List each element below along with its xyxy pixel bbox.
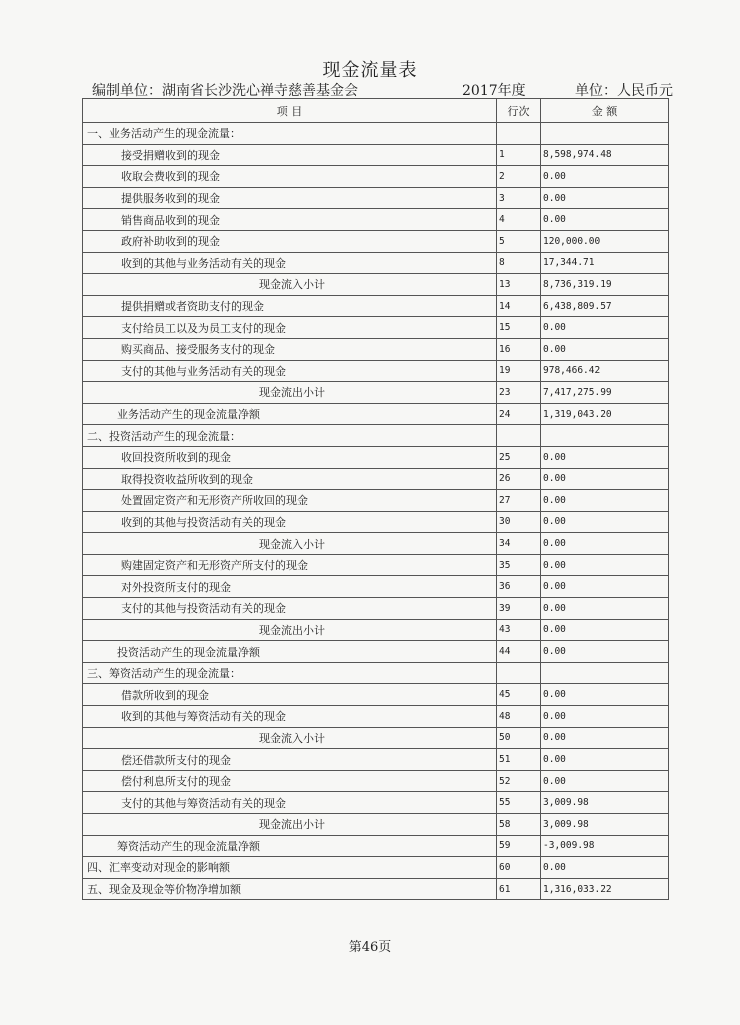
row-item-label: 借款所收到的现金 — [83, 684, 497, 706]
row-line-number — [497, 425, 541, 447]
row-line-number: 45 — [497, 684, 541, 706]
row-item-label: 一、业务活动产生的现金流量： — [83, 123, 497, 145]
row-item-label: 现金流出小计 — [83, 619, 497, 641]
table-row — [83, 209, 669, 231]
page-number: 第46页 — [348, 940, 392, 955]
row-item-label: 提供服务收到的现金 — [83, 187, 497, 209]
row-line-number: 3 — [497, 187, 541, 209]
row-item-label: 现金流出小计 — [83, 382, 497, 404]
row-item-label: 收到的其他与业务活动有关的现金 — [83, 252, 497, 274]
table-row — [83, 770, 669, 792]
row-amount: 0.00 — [541, 641, 669, 663]
table-row — [83, 144, 669, 166]
row-item-label: 销售商品收到的现金 — [83, 209, 497, 231]
row-amount: 0.00 — [541, 684, 669, 706]
header-line: 行次 — [497, 99, 541, 123]
row-amount: 0.00 — [541, 619, 669, 641]
table-row — [83, 468, 669, 490]
row-line-number: 48 — [497, 706, 541, 728]
row-item-label: 五、现金及现金等价物净增加额 — [83, 878, 497, 900]
row-item-label: 偿付利息所支付的现金 — [83, 770, 497, 792]
row-item-label: 支付的其他与筹资活动有关的现金 — [83, 792, 497, 814]
row-amount: 0.00 — [541, 166, 669, 188]
row-item-label: 购建固定资产和无形资产所支付的现金 — [83, 554, 497, 576]
row-amount: 0.00 — [541, 468, 669, 490]
row-item-label: 收到的其他与投资活动有关的现金 — [83, 511, 497, 533]
table-header-row — [83, 99, 669, 123]
table-row — [83, 382, 669, 404]
table-row — [83, 403, 669, 425]
row-line-number: 60 — [497, 857, 541, 879]
row-line-number: 4 — [497, 209, 541, 231]
row-item-label: 偿还借款所支付的现金 — [83, 749, 497, 771]
row-item-label: 对外投资所支付的现金 — [83, 576, 497, 598]
row-amount: 0.00 — [541, 727, 669, 749]
row-line-number: 23 — [497, 382, 541, 404]
row-item-label: 三、筹资活动产生的现金流量： — [83, 662, 497, 684]
reporting-unit: 编制单位：湖南省长沙洗心禅寺慈善基金会 — [92, 83, 358, 99]
row-amount: 0.00 — [541, 857, 669, 879]
table-row — [83, 511, 669, 533]
row-line-number — [497, 662, 541, 684]
table-row — [83, 360, 669, 382]
row-item-label: 投资活动产生的现金流量净额 — [83, 641, 497, 663]
row-amount: 1,316,033.22 — [541, 878, 669, 900]
table-row — [83, 554, 669, 576]
row-line-number: 27 — [497, 490, 541, 512]
document-title: 现金流量表 — [322, 60, 418, 81]
row-line-number: 15 — [497, 317, 541, 339]
row-item-label: 现金流入小计 — [83, 274, 497, 296]
row-item-label: 收取会费收到的现金 — [83, 166, 497, 188]
row-amount: -3,009.98 — [541, 835, 669, 857]
table-row — [83, 641, 669, 663]
table-row — [83, 835, 669, 857]
row-amount: 0.00 — [541, 446, 669, 468]
table-row — [83, 727, 669, 749]
row-item-label: 政府补助收到的现金 — [83, 230, 497, 252]
row-amount: 0.00 — [541, 338, 669, 360]
row-amount: 3,009.98 — [541, 814, 669, 836]
row-line-number — [497, 123, 541, 145]
row-item-label: 筹资活动产生的现金流量净额 — [83, 835, 497, 857]
row-amount: 978,466.42 — [541, 360, 669, 382]
table-row — [83, 576, 669, 598]
table-row — [83, 274, 669, 296]
row-line-number: 25 — [497, 446, 541, 468]
row-line-number: 51 — [497, 749, 541, 771]
row-item-label: 二、投资活动产生的现金流量： — [83, 425, 497, 447]
row-amount: 120,000.00 — [541, 230, 669, 252]
row-amount: 8,736,319.19 — [541, 274, 669, 296]
row-item-label: 支付给员工以及为员工支付的现金 — [83, 317, 497, 339]
row-amount — [541, 123, 669, 145]
row-amount: 0.00 — [541, 209, 669, 231]
table-row — [83, 684, 669, 706]
table-row — [83, 749, 669, 771]
row-line-number: 43 — [497, 619, 541, 641]
table-row — [83, 166, 669, 188]
row-line-number: 24 — [497, 403, 541, 425]
row-line-number: 58 — [497, 814, 541, 836]
row-line-number: 44 — [497, 641, 541, 663]
row-item-label: 接受捐赠收到的现金 — [83, 144, 497, 166]
row-line-number: 13 — [497, 274, 541, 296]
row-line-number: 50 — [497, 727, 541, 749]
table-row — [83, 814, 669, 836]
row-item-label: 业务活动产生的现金流量净额 — [83, 403, 497, 425]
row-amount: 0.00 — [541, 554, 669, 576]
table-row — [83, 446, 669, 468]
row-amount: 0.00 — [541, 490, 669, 512]
row-item-label: 购买商品、接受服务支付的现金 — [83, 338, 497, 360]
row-amount: 6,438,809.57 — [541, 295, 669, 317]
row-amount: 0.00 — [541, 598, 669, 620]
table-row — [83, 619, 669, 641]
row-line-number: 36 — [497, 576, 541, 598]
cash-flow-table — [82, 98, 669, 900]
table-row — [83, 295, 669, 317]
row-amount: 0.00 — [541, 317, 669, 339]
table-body — [83, 123, 669, 900]
table-row — [83, 662, 669, 684]
currency-unit: 单位：人民币元 — [575, 83, 673, 99]
row-item-label: 现金流入小计 — [83, 727, 497, 749]
row-item-label: 处置固定资产和无形资产所收回的现金 — [83, 490, 497, 512]
row-line-number: 39 — [497, 598, 541, 620]
table-row — [83, 338, 669, 360]
row-amount: 1,319,043.20 — [541, 403, 669, 425]
row-amount: 0.00 — [541, 576, 669, 598]
row-amount: 17,344.71 — [541, 252, 669, 274]
row-item-label: 取得投资收益所收到的现金 — [83, 468, 497, 490]
row-line-number: 16 — [497, 338, 541, 360]
row-amount: 0.00 — [541, 533, 669, 555]
table-row — [83, 317, 669, 339]
row-line-number: 34 — [497, 533, 541, 555]
row-line-number: 26 — [497, 468, 541, 490]
row-line-number: 8 — [497, 252, 541, 274]
row-amount: 0.00 — [541, 706, 669, 728]
row-item-label: 收到的其他与筹资活动有关的现金 — [83, 706, 497, 728]
row-amount: 0.00 — [541, 749, 669, 771]
row-item-label: 收回投资所收到的现金 — [83, 446, 497, 468]
table-row — [83, 490, 669, 512]
row-line-number: 55 — [497, 792, 541, 814]
row-line-number: 14 — [497, 295, 541, 317]
row-item-label: 提供捐赠或者资助支付的现金 — [83, 295, 497, 317]
row-amount: 3,009.98 — [541, 792, 669, 814]
row-amount — [541, 662, 669, 684]
row-line-number: 35 — [497, 554, 541, 576]
row-line-number: 5 — [497, 230, 541, 252]
row-item-label: 现金流出小计 — [83, 814, 497, 836]
row-amount: 0.00 — [541, 770, 669, 792]
table-row — [83, 792, 669, 814]
row-line-number: 1 — [497, 144, 541, 166]
table-row — [83, 123, 669, 145]
row-amount: 0.00 — [541, 187, 669, 209]
table-row — [83, 425, 669, 447]
table-row — [83, 878, 669, 900]
row-line-number: 30 — [497, 511, 541, 533]
table-row — [83, 857, 669, 879]
fiscal-year: 2017年度 — [462, 83, 526, 99]
table-row — [83, 533, 669, 555]
header-amount: 金 额 — [541, 99, 669, 123]
table-row — [83, 230, 669, 252]
row-line-number: 19 — [497, 360, 541, 382]
table-row — [83, 598, 669, 620]
row-line-number: 61 — [497, 878, 541, 900]
row-line-number: 2 — [497, 166, 541, 188]
table-row — [83, 187, 669, 209]
row-item-label: 现金流入小计 — [83, 533, 497, 555]
row-amount — [541, 425, 669, 447]
row-item-label: 四、汇率变动对现金的影响额 — [83, 857, 497, 879]
header-item: 项 目 — [83, 99, 497, 123]
row-item-label: 支付的其他与投资活动有关的现金 — [83, 598, 497, 620]
row-amount: 7,417,275.99 — [541, 382, 669, 404]
table-row — [83, 706, 669, 728]
row-item-label: 支付的其他与业务活动有关的现金 — [83, 360, 497, 382]
table-row — [83, 252, 669, 274]
row-line-number: 52 — [497, 770, 541, 792]
row-line-number: 59 — [497, 835, 541, 857]
row-amount: 0.00 — [541, 511, 669, 533]
row-amount: 8,598,974.48 — [541, 144, 669, 166]
